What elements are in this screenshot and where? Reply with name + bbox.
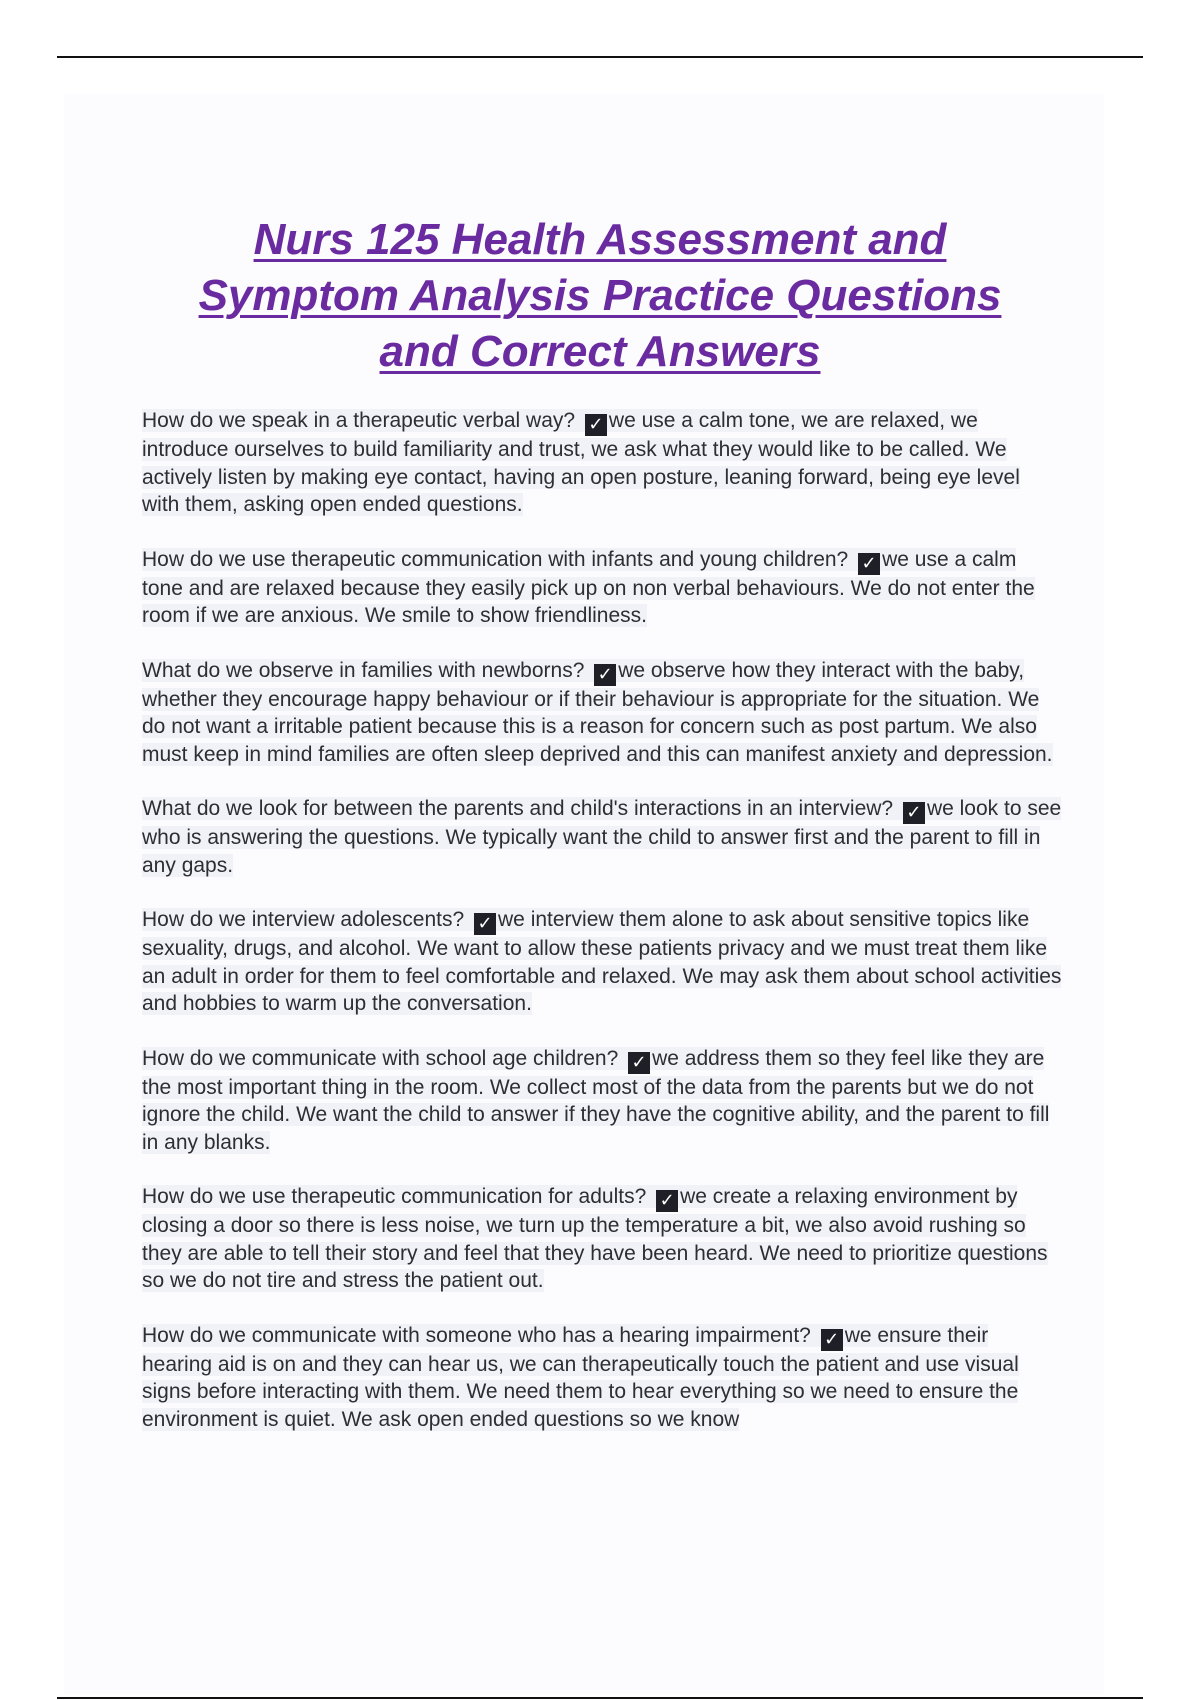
answer-text: we create a relaxing environment by closing a door so there is less noise, we turn up the temperature a bit, we also avoid rushing so they are able to tell their story and feel that they have been heard. We need to prioritize questions so we do not tire and stress the patient out. <box>142 1185 1048 1292</box>
answer-text: we address them so they feel like they are the most important thing in the room. We collect most of the data from the parents but we do not ignore the child. We want the child to answer if they have the cognitive ability, and the parent to fill in any blanks. <box>142 1046 1050 1154</box>
qa-item <box>142 1183 1062 1295</box>
checkmark-icon: ✓ <box>903 802 925 824</box>
answer-text: we observe how they interact with the baby, whether they encourage happy behaviour or if their behaviour is appropriate for the situation. We do not want a irritable patient because this is a reason for concern such as post partum. We also must keep in mind families are often sleep deprived and this can manifest anxiety and depression. <box>142 658 1053 766</box>
question-text: How do we communicate with school age children? <box>142 1046 619 1070</box>
checkmark-icon: ✓ <box>656 1190 678 1212</box>
question-text: What do we look for between the parents and child's interactions in an interview? <box>142 797 894 820</box>
question-text: What do we observe in families with newborns? <box>142 658 585 682</box>
document-title <box>140 212 1060 380</box>
answer-text: we look to see who is answering the questions. We typically want the child to answer first and the parent to fill in any gaps. <box>142 797 1062 877</box>
qa-item <box>142 407 1062 519</box>
answer-text: we use a calm tone and are relaxed because they easily pick up on non verbal behaviours. We do not enter the room if we are anxious. We smile to show friendliness. <box>142 547 1035 627</box>
answer-text: we ensure their hearing aid is on and they can hear us, we can therapeutically touch the patient and use visual signs before interacting with them. We need them to hear everything so we need to ensure the environment is quiet. We ask open ended questions so we know <box>142 1323 1019 1431</box>
question-text: How do we interview adolescents? <box>142 908 465 931</box>
qa-list <box>142 407 1062 1460</box>
bottom-rule <box>57 1697 1143 1699</box>
question-text: How do we use therapeutic communication for adults? <box>142 1185 647 1208</box>
answer-text: we interview them alone to ask about sensitive topics like sexuality, drugs, and alcohol. We want to allow these patients privacy and we must treat them like an adult in order for them to feel comfortable and relaxed. We may ask them about school activities and hobbies to warm up the conversation. <box>142 908 1062 1015</box>
checkmark-icon: ✓ <box>585 414 607 436</box>
checkmark-icon: ✓ <box>858 553 880 575</box>
top-rule <box>57 56 1143 58</box>
checkmark-icon: ✓ <box>474 913 496 935</box>
checkmark-icon: ✓ <box>821 1329 843 1351</box>
question-text: How do we speak in a therapeutic verbal way? <box>142 409 576 432</box>
question-text: How do we communicate with someone who has a hearing impairment? <box>142 1323 811 1347</box>
qa-item <box>142 657 1062 769</box>
qa-item <box>142 1045 1062 1157</box>
title-line-3: and Correct Answers <box>379 327 821 376</box>
qa-item <box>142 906 1062 1018</box>
checkmark-icon: ✓ <box>628 1052 650 1074</box>
qa-item <box>142 795 1062 879</box>
qa-item <box>142 1322 1062 1434</box>
qa-item <box>142 546 1062 630</box>
checkmark-icon: ✓ <box>594 664 616 686</box>
title-line-1: Nurs 125 Health Assessment and <box>253 215 947 264</box>
question-text: How do we use therapeutic communication with infants and young children? <box>142 547 849 571</box>
answer-text: we use a calm tone, we are relaxed, we introduce ourselves to build familiarity and trust, we ask what they would like to be called. We actively listen by making eye contact, having an open posture, leaning forward, being eye level with them, asking open ended questions. <box>142 409 1020 516</box>
title-line-2: Symptom Analysis Practice Questions <box>198 271 1002 320</box>
